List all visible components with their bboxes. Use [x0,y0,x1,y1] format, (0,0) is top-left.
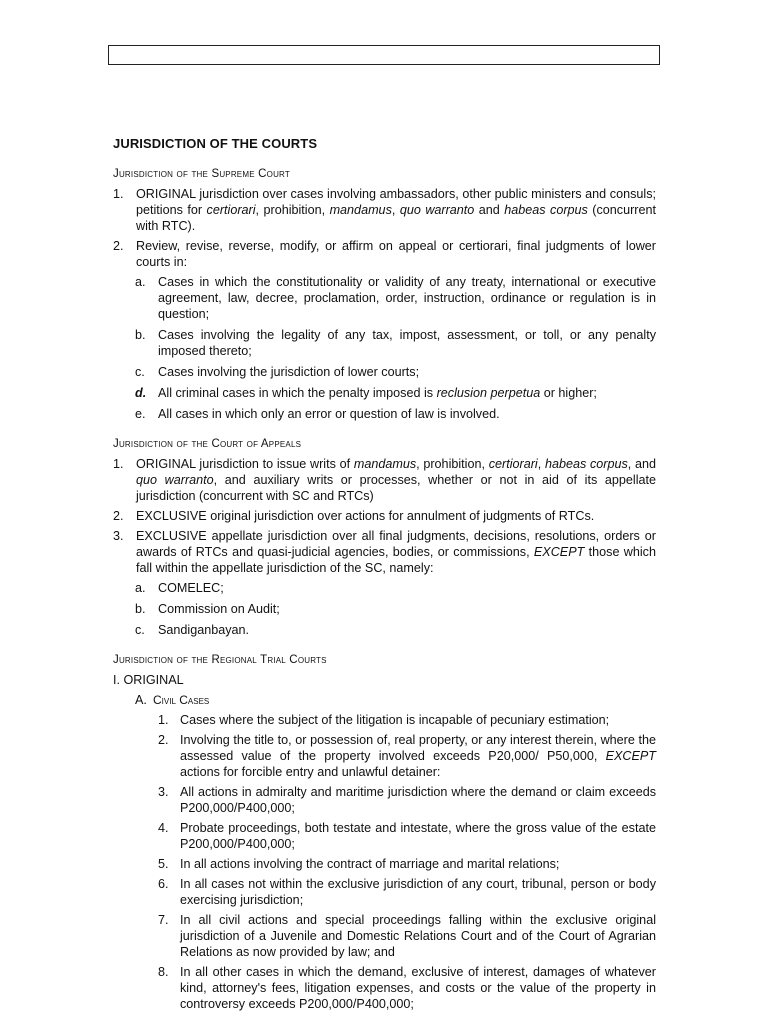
sub-item: d. All criminal cases in which the penalty imposed is reclusion perpetua or higher; [135,386,597,400]
list-item: 2. EXCLUSIVE original jurisdiction over actions for annulment of judgments of RTCs. [113,509,595,523]
item-number: 1. [113,187,124,201]
item-number: 2. [113,239,124,253]
list-item: 2. Involving the title to, or possession of, real property, or any interest therein, where the assessed value of the property involved exceeds P20,000/ P50,000, EXCEPT actions for forcible entry and unlawful detainer: [158,733,656,779]
sub-item: b. Cases involving the legality of any tax, impost, assessment, or toll, or any penalty imposed thereto; [135,328,656,358]
list-item [113,238,656,270]
list-item: 7. In all civil actions and special proceedings falling within the exclusive original jurisdiction of a Juvenile and Domestic Relations Court and of the Court of Agrarian Relations as now provided by law; and [158,913,656,959]
list-item: 8. In all other cases in which the demand, exclusive of interest, damages of whatever kind, attorney's fees, litigation expenses, and costs or the value of the property in controversy exceeds P200,000/P400,000; [158,965,656,1011]
item-text: ORIGINAL jurisdiction over cases involving ambassadors, other public ministers and consuls; petitions for certiorari, prohibition, mandamus, quo warranto and habeas corpus (concurrent with RTC). [136,187,656,233]
sub-item: c. Cases involving the jurisdiction of lower courts; [135,365,420,379]
section-heading-supreme-court: Jurisdiction of the Supreme Court [113,168,290,180]
list-item: 6. In all cases not within the exclusive jurisdiction of any court, tribunal, person or body exercising jurisdiction; [158,877,656,907]
sub-item: b. Commission on Audit; [135,602,280,616]
sub-item: e. All cases in which only an error or question of law is involved. [135,407,500,421]
list-item: 5. In all actions involving the contract of marriage and marital relations; [158,857,560,871]
header-box [108,45,660,65]
sub-item: a. Cases in which the constitutionality or validity of any treaty, international or executive agreement, law, decree, proclamation, order, instruction, ordinance or regulation is in question; [135,275,656,321]
civil-cases-heading: A. Civil Cases [135,693,210,707]
original-heading: I. ORIGINAL [113,673,184,687]
list-item [113,186,656,234]
list-item: 3. EXCLUSIVE appellate jurisdiction over all final judgments, decisions, resolutions, orders or awards of RTCs and quasi-judicial agencies, bodies, or commissions, EXCEPT those which fall within the appellate jurisdiction of the SC, namely: [113,529,656,575]
list-item: 1. Cases where the subject of the litigation is incapable of pecuniary estimation; [158,713,610,727]
section-heading-court-of-appeals: Jurisdiction of the Court of Appeals [113,438,302,450]
section-heading-rtc: Jurisdiction of the Regional Trial Courts [113,654,327,666]
document-body [113,132,656,1016]
sub-item: c. Sandiganbayan. [135,623,250,637]
list-item: 4. Probate proceedings, both testate and intestate, where the gross value of the estate P200,000/P400,000; [158,821,656,851]
list-item: 1. ORIGINAL jurisdiction to issue writs of mandamus, prohibition, certiorari, habeas corpus, and quo warranto, and auxiliary writs or processes, whether or not in aid of its appellate jurisdiction (concurrent with SC and RTCs) [113,457,657,503]
item-text: Review, revise, reverse, modify, or affirm on appeal or certiorari, final judgments of lower courts in: [136,239,656,269]
document-title: JURISDICTION OF THE COURTS [113,136,318,151]
list-item: 3. All actions in admiralty and maritime jurisdiction where the demand or claim exceeds P200,000/P400,000; [158,785,656,815]
sub-item: a. COMELEC; [135,581,224,595]
